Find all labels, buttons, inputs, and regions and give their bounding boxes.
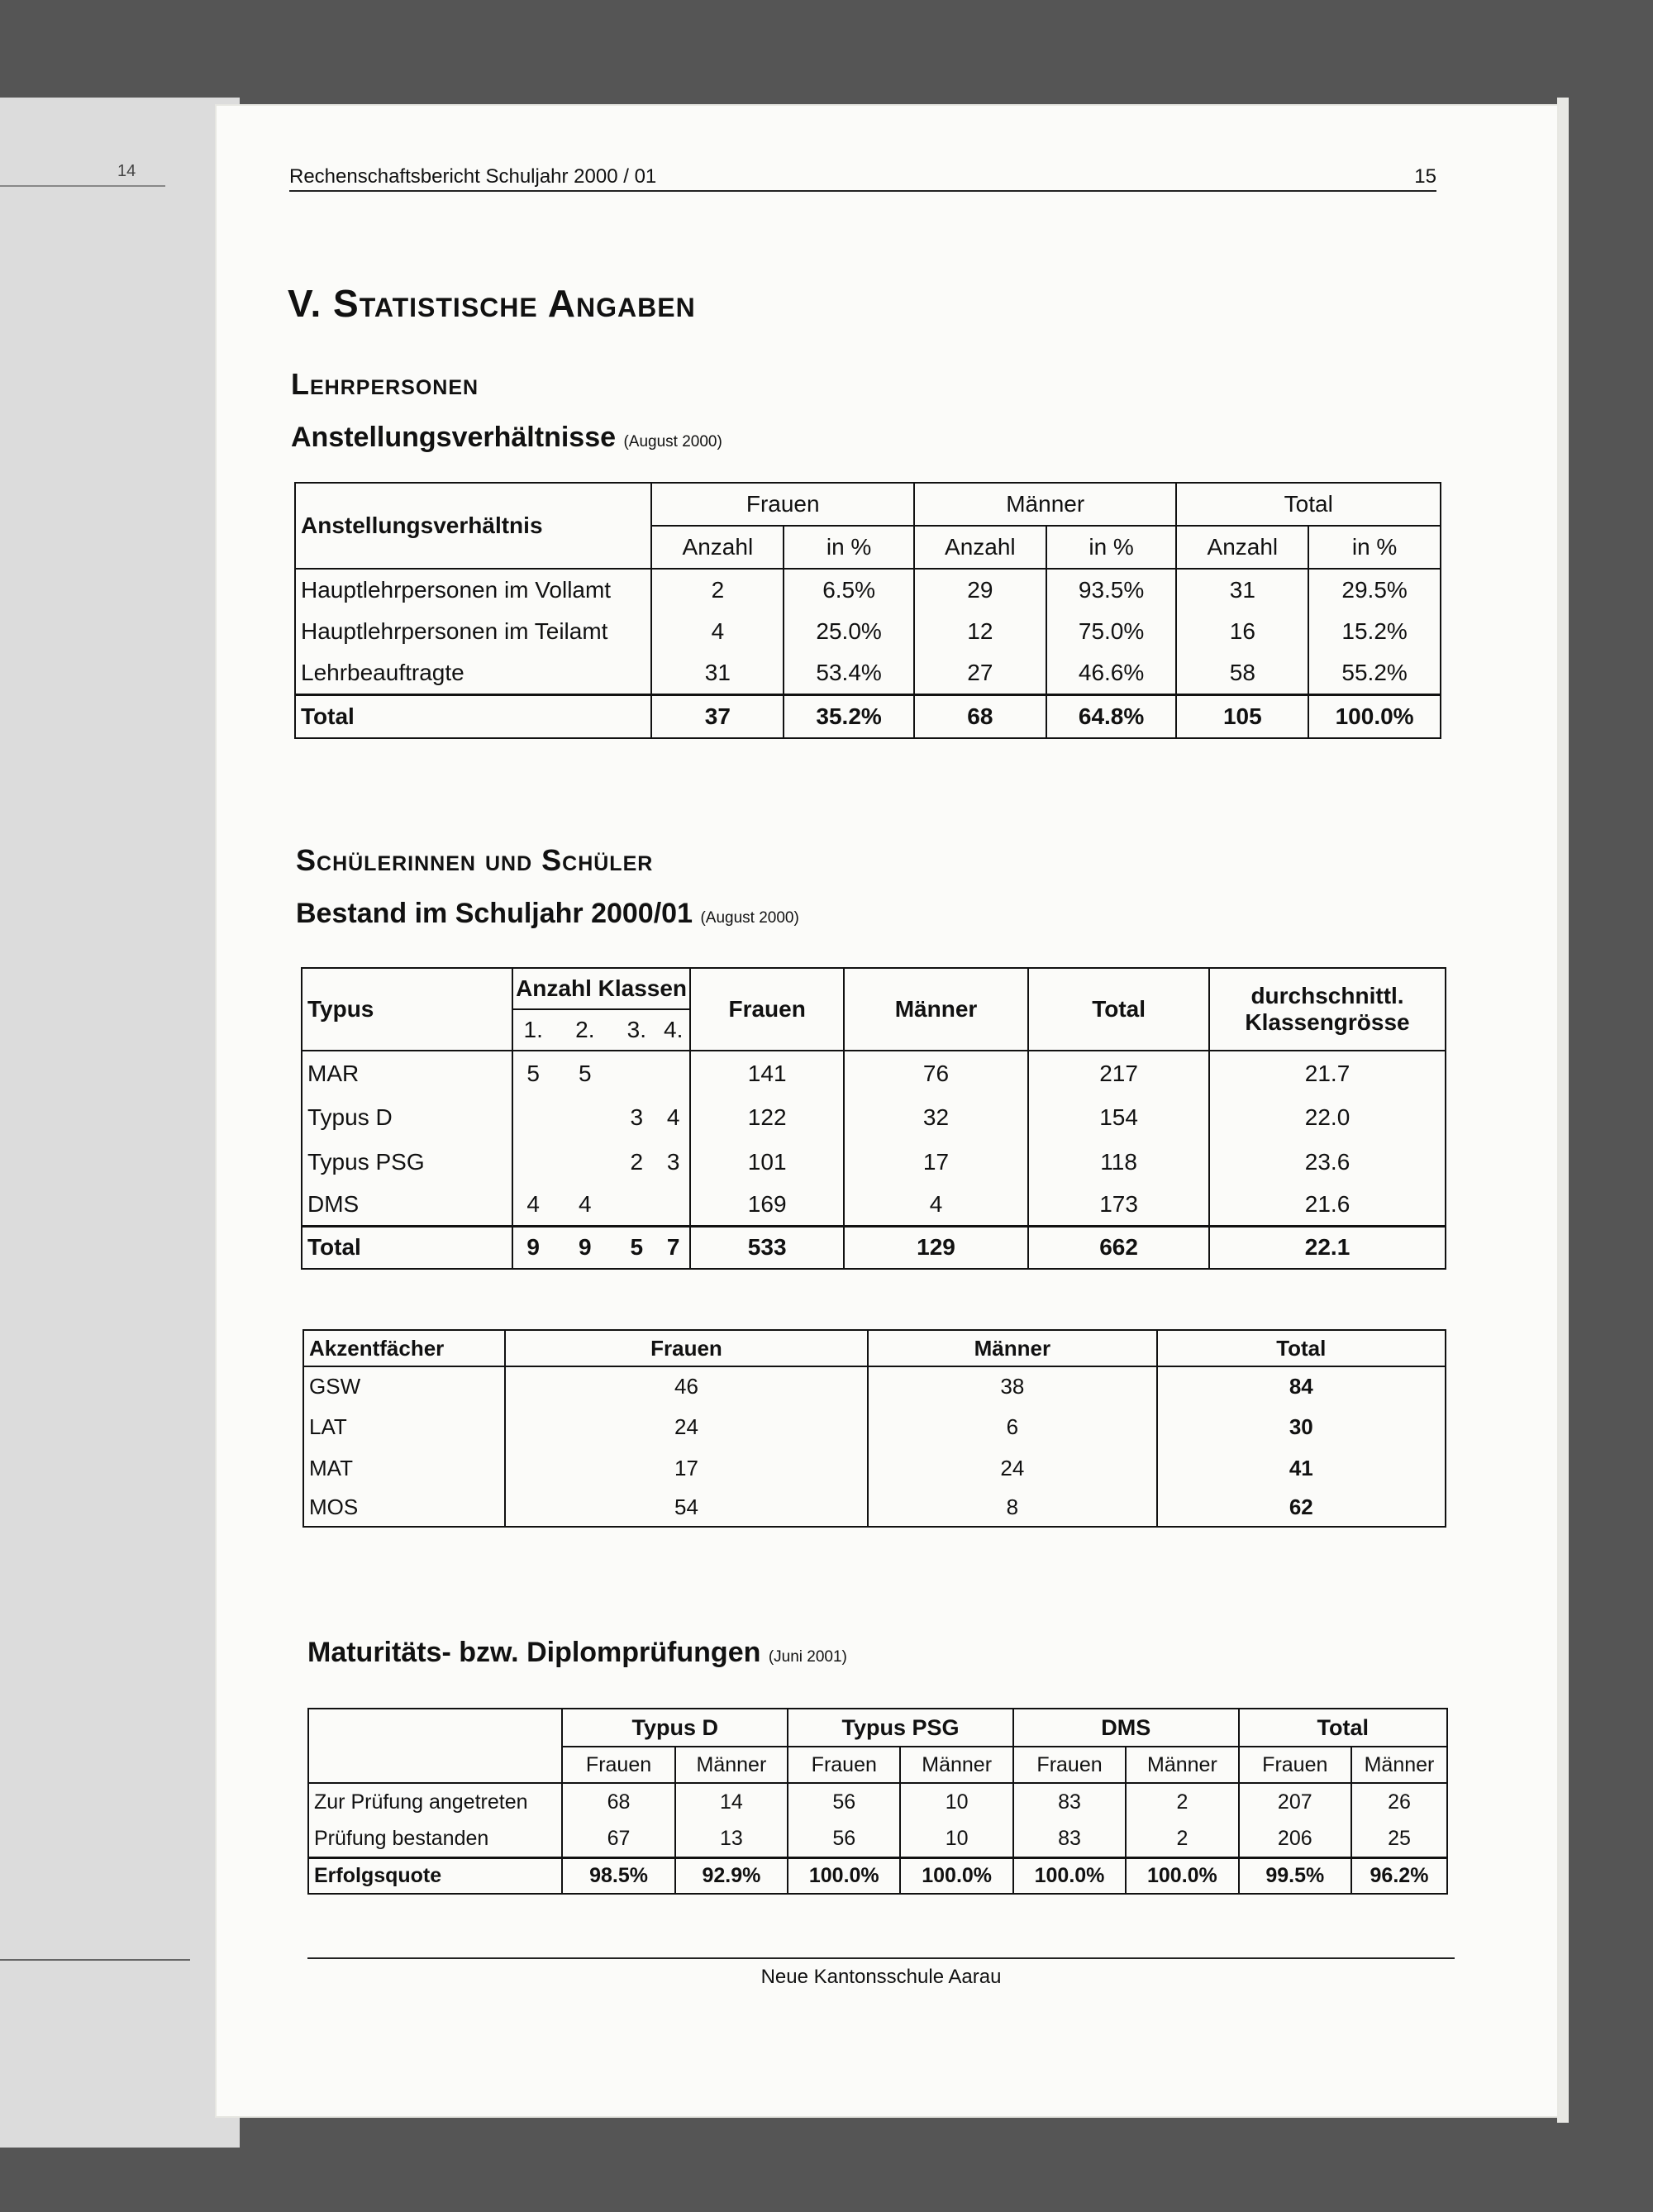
cell: 31 bbox=[651, 652, 784, 695]
cell: 2 bbox=[1126, 1821, 1238, 1857]
total-row bbox=[308, 1857, 1447, 1894]
header-page-number: 15 bbox=[1414, 165, 1436, 188]
table-row bbox=[303, 1489, 1446, 1527]
row-label: Typus PSG bbox=[302, 1140, 512, 1185]
cell: 8 bbox=[868, 1489, 1156, 1527]
klasse-3: 3. bbox=[617, 1009, 657, 1051]
header-title: Rechenschaftsbericht Schuljahr 2000 / 01 bbox=[289, 165, 657, 188]
cell: 5 bbox=[554, 1051, 617, 1095]
page-header bbox=[289, 162, 1436, 192]
total-label: Total bbox=[302, 1226, 512, 1269]
table-row bbox=[303, 1366, 1446, 1406]
cell: 13 bbox=[675, 1821, 788, 1857]
cell: 83 bbox=[1013, 1783, 1126, 1821]
chapter-title: V. Statistische Angaben bbox=[288, 282, 696, 325]
cell: 16 bbox=[1176, 611, 1308, 652]
total-cell: 105 bbox=[1176, 695, 1308, 739]
cell: 25 bbox=[1351, 1821, 1447, 1857]
cell: 17 bbox=[844, 1140, 1028, 1185]
group-header: Typus PSG bbox=[788, 1709, 1013, 1747]
cell: 2 bbox=[651, 569, 784, 611]
table-row bbox=[308, 1783, 1447, 1821]
total-label: Erfolgsquote bbox=[308, 1857, 562, 1894]
cell: 5 bbox=[512, 1051, 554, 1095]
subtitle-bestand bbox=[296, 898, 799, 930]
cell: 56 bbox=[788, 1821, 900, 1857]
subheader: Männer bbox=[1126, 1747, 1238, 1783]
cell: 21.7 bbox=[1209, 1051, 1446, 1095]
cell: 62 bbox=[1157, 1489, 1446, 1527]
left-header-rule bbox=[0, 185, 165, 187]
cell: 154 bbox=[1028, 1095, 1209, 1140]
cell: 3 bbox=[657, 1140, 691, 1185]
cell: LAT bbox=[303, 1406, 505, 1447]
row-label: Zur Prüfung angetreten bbox=[308, 1783, 562, 1821]
page-edge bbox=[1557, 98, 1569, 2123]
cell: 32 bbox=[844, 1095, 1028, 1140]
row-label: Hauptlehrpersonen im Teilamt bbox=[295, 611, 651, 652]
group-header: Total bbox=[1239, 1709, 1447, 1747]
total-label: Total bbox=[295, 695, 651, 739]
cell: 84 bbox=[1157, 1366, 1446, 1406]
bestand-header-typus: Typus bbox=[302, 968, 512, 1051]
section-title-schueler: Schülerinnen und Schüler bbox=[296, 843, 654, 877]
subheader: Frauen bbox=[788, 1747, 900, 1783]
cell: 10 bbox=[900, 1821, 1012, 1857]
cell: 118 bbox=[1028, 1140, 1209, 1185]
cell: 12 bbox=[914, 611, 1046, 652]
total-cell: 5 bbox=[617, 1226, 657, 1269]
anstellung-table bbox=[294, 482, 1441, 739]
anstellung-group-total: Total bbox=[1176, 483, 1441, 526]
cell: 26 bbox=[1351, 1783, 1447, 1821]
cell: 24 bbox=[505, 1406, 868, 1447]
left-footer-rule bbox=[0, 1959, 190, 1961]
cell: 38 bbox=[868, 1366, 1156, 1406]
table-row bbox=[302, 1140, 1446, 1185]
subheader: in % bbox=[1308, 526, 1441, 569]
cell: 4 bbox=[554, 1185, 617, 1226]
subheader: Anzahl bbox=[914, 526, 1046, 569]
total-cell: 533 bbox=[690, 1226, 843, 1269]
cell: 56 bbox=[788, 1783, 900, 1821]
cell: 6.5% bbox=[784, 569, 914, 611]
bestand-header-klassen: Anzahl Klassen bbox=[512, 968, 691, 1009]
cell: 122 bbox=[690, 1095, 843, 1140]
group-header: DMS bbox=[1013, 1709, 1239, 1747]
total-row bbox=[295, 695, 1441, 739]
akzent-table bbox=[302, 1329, 1446, 1528]
anstellung-group-maenner: Männer bbox=[914, 483, 1176, 526]
row-label: Prüfung bestanden bbox=[308, 1821, 562, 1857]
table-row bbox=[302, 1051, 1446, 1095]
cell: 22.0 bbox=[1209, 1095, 1446, 1140]
cell: 54 bbox=[505, 1489, 868, 1527]
cell: 76 bbox=[844, 1051, 1028, 1095]
cell: 46.6% bbox=[1046, 652, 1177, 695]
total-cell: 662 bbox=[1028, 1226, 1209, 1269]
cell: 55.2% bbox=[1308, 652, 1441, 695]
cell: 173 bbox=[1028, 1185, 1209, 1226]
klasse-1: 1. bbox=[512, 1009, 554, 1051]
cell: 68 bbox=[562, 1783, 674, 1821]
subtitle-bestand-text: Bestand im Schuljahr 2000/01 bbox=[296, 898, 693, 929]
table-row bbox=[308, 1821, 1447, 1857]
cell bbox=[657, 1051, 691, 1095]
cell: 101 bbox=[690, 1140, 843, 1185]
total-cell: 64.8% bbox=[1046, 695, 1177, 739]
cell: MAT bbox=[303, 1447, 505, 1489]
cell: 4 bbox=[844, 1185, 1028, 1226]
table-row bbox=[295, 569, 1441, 611]
subheader: Frauen bbox=[1239, 1747, 1351, 1783]
table-row bbox=[302, 1095, 1446, 1140]
cell: 83 bbox=[1013, 1821, 1126, 1857]
cell: 29 bbox=[914, 569, 1046, 611]
cell: 93.5% bbox=[1046, 569, 1177, 611]
cell: 4 bbox=[651, 611, 784, 652]
subtitle-anstellung-note: (August 2000) bbox=[623, 433, 722, 451]
cell bbox=[657, 1185, 691, 1226]
subtitle-pruefungen bbox=[307, 1637, 847, 1669]
cell: 17 bbox=[505, 1447, 868, 1489]
document-page bbox=[217, 106, 1557, 2116]
klasse-2: 2. bbox=[554, 1009, 617, 1051]
cell: 24 bbox=[868, 1447, 1156, 1489]
akzent-header: Total bbox=[1157, 1330, 1446, 1366]
cell: 4 bbox=[512, 1185, 554, 1226]
anstellung-group-frauen: Frauen bbox=[651, 483, 913, 526]
subtitle-pruefungen-text: Maturitäts- bzw. Diplomprüfungen bbox=[307, 1637, 761, 1668]
cell: 75.0% bbox=[1046, 611, 1177, 652]
total-cell: 100.0% bbox=[788, 1857, 900, 1894]
table-row bbox=[295, 652, 1441, 695]
subtitle-bestand-note: (August 2000) bbox=[700, 909, 799, 927]
total-cell: 35.2% bbox=[784, 695, 914, 739]
subtitle-anstellung-text: Anstellungsverhältnisse bbox=[291, 422, 617, 453]
cell: 141 bbox=[690, 1051, 843, 1095]
bestand-header-maenner: Männer bbox=[844, 968, 1028, 1051]
cell bbox=[554, 1095, 617, 1140]
total-cell: 7 bbox=[657, 1226, 691, 1269]
cell: 207 bbox=[1239, 1783, 1351, 1821]
cell: GSW bbox=[303, 1366, 505, 1406]
anstellung-corner: Anstellungsverhältnis bbox=[295, 483, 651, 569]
subheader: Männer bbox=[900, 1747, 1012, 1783]
table-row bbox=[302, 1185, 1446, 1226]
cell: 2 bbox=[1126, 1783, 1238, 1821]
cell: 27 bbox=[914, 652, 1046, 695]
row-label: Hauptlehrpersonen im Vollamt bbox=[295, 569, 651, 611]
total-cell: 9 bbox=[554, 1226, 617, 1269]
total-cell: 99.5% bbox=[1239, 1857, 1351, 1894]
total-row bbox=[302, 1226, 1446, 1269]
cell: 67 bbox=[562, 1821, 674, 1857]
cell bbox=[554, 1140, 617, 1185]
table-row bbox=[303, 1406, 1446, 1447]
cell: 206 bbox=[1239, 1821, 1351, 1857]
akzent-header: Männer bbox=[868, 1330, 1156, 1366]
total-cell: 98.5% bbox=[562, 1857, 674, 1894]
bestand-table bbox=[301, 967, 1446, 1270]
total-cell: 100.0% bbox=[1308, 695, 1441, 739]
subheader: Frauen bbox=[1013, 1747, 1126, 1783]
cell: 169 bbox=[690, 1185, 843, 1226]
cell: 30 bbox=[1157, 1406, 1446, 1447]
bestand-header-avg: durchschnittl. Klassengrösse bbox=[1209, 968, 1446, 1051]
akzent-header: Akzentfächer bbox=[303, 1330, 505, 1366]
total-cell: 92.9% bbox=[675, 1857, 788, 1894]
section-title-lehrpersonen: Lehrpersonen bbox=[291, 367, 479, 401]
cell: 25.0% bbox=[784, 611, 914, 652]
total-cell: 96.2% bbox=[1351, 1857, 1447, 1894]
row-label: MAR bbox=[302, 1051, 512, 1095]
klasse-4: 4. bbox=[657, 1009, 691, 1051]
subheader: in % bbox=[784, 526, 914, 569]
bestand-header-total: Total bbox=[1028, 968, 1209, 1051]
cell bbox=[617, 1185, 657, 1226]
total-cell: 37 bbox=[651, 695, 784, 739]
total-cell: 68 bbox=[914, 695, 1046, 739]
cell: 4 bbox=[657, 1095, 691, 1140]
subheader: Anzahl bbox=[1176, 526, 1308, 569]
table-row bbox=[303, 1447, 1446, 1489]
cell: 6 bbox=[868, 1406, 1156, 1447]
total-cell: 22.1 bbox=[1209, 1226, 1446, 1269]
total-cell: 129 bbox=[844, 1226, 1028, 1269]
left-page-number: 14 bbox=[117, 162, 136, 180]
cell: 3 bbox=[630, 1104, 644, 1130]
cell: 46 bbox=[505, 1366, 868, 1406]
cell bbox=[512, 1140, 554, 1185]
cell: 23.6 bbox=[1209, 1140, 1446, 1185]
akzent-header: Frauen bbox=[505, 1330, 868, 1366]
cell: 10 bbox=[900, 1783, 1012, 1821]
left-page bbox=[0, 98, 240, 2148]
cell bbox=[512, 1095, 554, 1140]
row-label: DMS bbox=[302, 1185, 512, 1226]
cell: 53.4% bbox=[784, 652, 914, 695]
cell: 21.6 bbox=[1209, 1185, 1446, 1226]
cell: 14 bbox=[675, 1783, 788, 1821]
cell bbox=[617, 1051, 657, 1095]
cell: MOS bbox=[303, 1489, 505, 1527]
cell: 41 bbox=[1157, 1447, 1446, 1489]
bestand-header-frauen: Frauen bbox=[690, 968, 843, 1051]
pruefungen-corner bbox=[308, 1709, 562, 1783]
row-label: Typus D bbox=[302, 1095, 512, 1140]
total-cell: 9 bbox=[512, 1226, 554, 1269]
subheader: Männer bbox=[1351, 1747, 1447, 1783]
total-cell: 100.0% bbox=[1013, 1857, 1126, 1894]
cell: 2 bbox=[630, 1149, 644, 1175]
footer-rule bbox=[307, 1957, 1455, 1959]
group-header: Typus D bbox=[562, 1709, 788, 1747]
total-cell: 100.0% bbox=[900, 1857, 1012, 1894]
cell: 31 bbox=[1176, 569, 1308, 611]
cell: 58 bbox=[1176, 652, 1308, 695]
total-cell: 100.0% bbox=[1126, 1857, 1238, 1894]
footer-text: Neue Kantonsschule Aarau bbox=[760, 1966, 1002, 1988]
subheader: in % bbox=[1046, 526, 1177, 569]
subtitle-anstellung bbox=[291, 422, 722, 454]
cell: 15.2% bbox=[1308, 611, 1441, 652]
pruefungen-table bbox=[307, 1708, 1448, 1895]
cell: 29.5% bbox=[1308, 569, 1441, 611]
subheader: Frauen bbox=[562, 1747, 674, 1783]
row-label: Lehrbeauftragte bbox=[295, 652, 651, 695]
table-row bbox=[295, 611, 1441, 652]
subtitle-pruefungen-note: (Juni 2001) bbox=[768, 1648, 847, 1666]
subheader: Männer bbox=[675, 1747, 788, 1783]
cell: 217 bbox=[1028, 1051, 1209, 1095]
subheader: Anzahl bbox=[651, 526, 784, 569]
